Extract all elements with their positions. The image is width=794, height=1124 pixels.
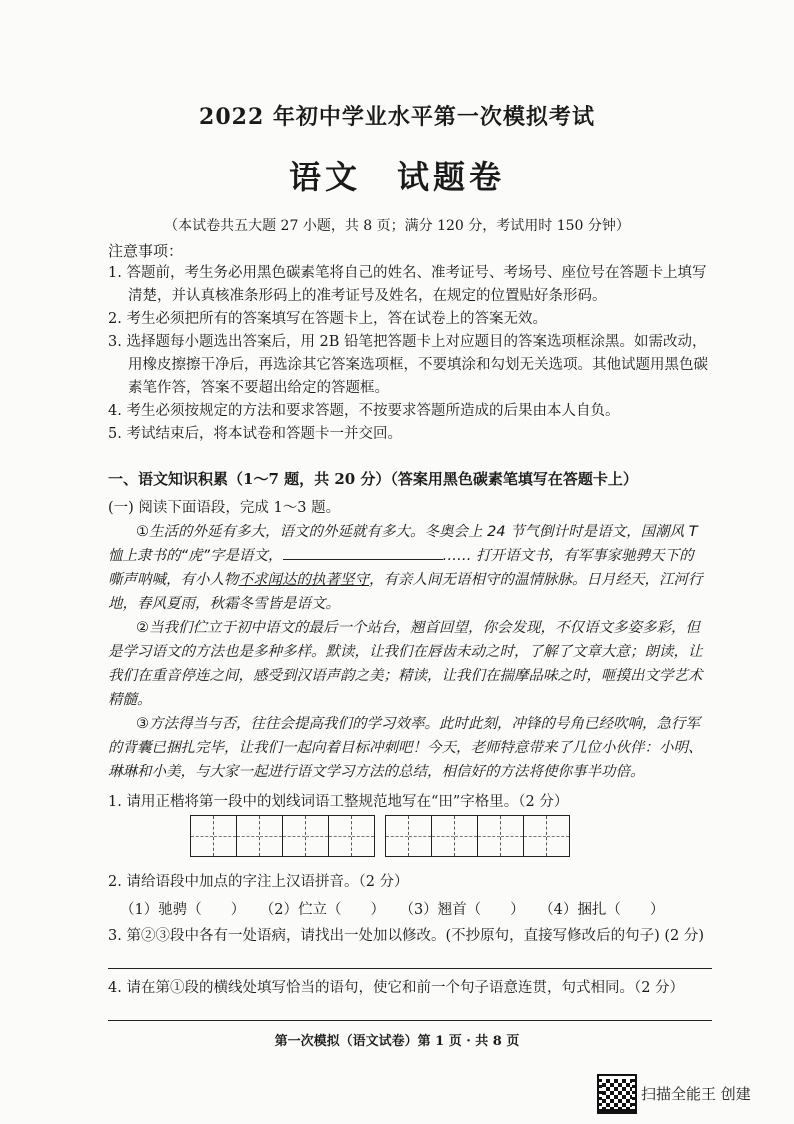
underlined-phrase: 不求闻达的执著坚守: [238, 572, 369, 588]
notice-list: [108, 262, 708, 446]
answer-line: [108, 968, 712, 969]
paragraph-1: [108, 520, 708, 616]
notice-item: 4. 考生必须按规定的方法和要求答题，不按要求答题所造成的后果由本人自负。: [108, 403, 620, 419]
scanner-watermark: 扫描全能王 创建: [641, 1085, 751, 1103]
paragraph-2: ②当我们伫立于初中语文的最后一个站台，翘首回望，你会发现，不仅语文多姿多彩，但是学习语文的方法也是多种多样。默读，让我们在唇齿未动之时，了解了文章大意；朗读，让我们在重音停连之间，感受到汉语声韵之美；精读，让我们在揣摩品味之时，咂摸出文学艺术精髓。: [108, 620, 703, 708]
subsection-title: (一) 阅读下面语段，完成 1～3 题。: [108, 500, 341, 516]
notice-title: 注意事项：: [108, 242, 184, 260]
question-1: 1. 请用正楷将第一段中的划线词语工整规范地写在“田”字格里。（2 分）: [108, 794, 569, 810]
passage: [108, 520, 708, 784]
p1-text-c: ，有亲人间无语相守的温情脉脉。日月经天，江河行地，春风夏雨，秋霜冬雪皆是语文。: [108, 572, 703, 612]
question-4: 4. 请在第①段的横线处填写恰当的语句，使它和前一个句子语意连贯，句式相同。（2 分）: [108, 980, 685, 996]
notice-item: 2. 考生必须把所有的答案填写在答题卡上，答在试卷上的答案无效。: [108, 311, 547, 327]
answer-line: [108, 1020, 712, 1021]
question-2-options: （1）驰骋（ ） （2）伫立（ ） （3）翘首（ ） （4）捆扎（ ）: [120, 902, 665, 918]
notice-item: 1. 答题前，考生务必用黑色碳素笔将自己的姓名、准考证号、考场号、座位号在答题卡上填写清楚，并认真核准条形码上的准考证号及姓名，在规定的位置贴好条形码。: [108, 265, 707, 304]
notice-item: 5. 考试结束后，将本试卷和答题卡一并交回。: [108, 426, 402, 442]
page-footer: 第一次模拟（语文试卷）第 1 页 · 共 8 页: [274, 1034, 520, 1049]
qr-code-icon: [597, 1074, 637, 1114]
subject-title: 语文 试题卷: [288, 158, 505, 196]
p1-text-a: ①生活的外延有多大，语文的外延就有多大。冬奥会上 24 节气倒计时是语文，国潮风 T 恤上隶书的“虎”字是语文，: [108, 524, 698, 564]
tianzige-grid-1: [190, 815, 375, 857]
exam-title: 2022 年初中学业水平第一次模拟考试: [199, 104, 595, 130]
paragraph-3: ③方法得当与否，往往会提高我们的学习效率。此时此刻，冲锋的号角已经吹响，急行军的背囊已捆扎完毕，让我们一起向着目标冲刺吧！今天，老师特意带来了几位小伙伴：小明、琳琳和小美，与大家一起进行语文学习方法的总结，相信好的方法将使你事半功倍。: [108, 716, 703, 780]
exam-info: （本试卷共五大题 27 小题，共 8 页；满分 120 分，考试用时 150 分钟）: [164, 218, 630, 234]
question-3: 3. 第②③段中各有一处语病，请找出一处加以修改。(不抄原句，直接写修改后的句子) (2 分): [108, 928, 705, 944]
question-2: 2. 请给语段中加点的字注上汉语拼音。（2 分）: [108, 874, 409, 890]
section-title: 一、语文知识积累（1～7 题，共 20 分）（答案用黑色碳素笔填写在答题卡上）: [108, 470, 638, 488]
fill-blank: [283, 545, 443, 560]
p1-text-b: …… 打开语文书，有军事家驰骋天下的嘶声呐喊，有小人物: [108, 548, 694, 588]
notice-item: 3. 选择题每小题选出答案后，用 2B 铅笔把答题卡上对应题目的答案选项框涂黑。如需改动，用橡皮擦擦干净后，再选涂其它答案选项框，不要填涂和勾划无关选项。其他试题用黑色碳素笔作答，答案不要超出给定的答题框。: [108, 334, 708, 396]
tianzige-grid-2: [385, 815, 570, 857]
